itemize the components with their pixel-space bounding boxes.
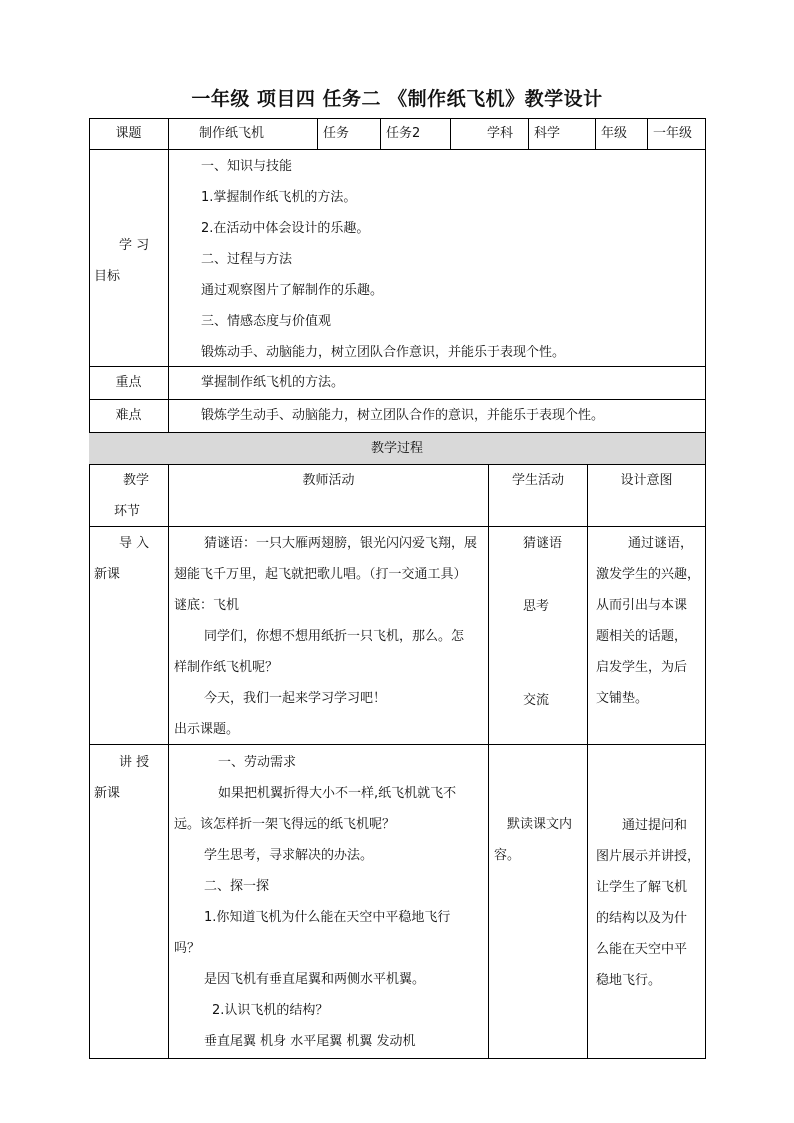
intro-teacher-line: 谜底：飞机 bbox=[174, 598, 240, 613]
intro-teacher-line: 出示课题。 bbox=[174, 722, 240, 737]
lecture-intent-line: 的结构以及为什 bbox=[596, 911, 688, 926]
intro-student-activity bbox=[489, 527, 588, 745]
lecture-intent-line: 图片展示并讲授， bbox=[596, 849, 701, 864]
lecture-stage-line2: 新课 bbox=[94, 786, 121, 801]
intro-teacher-line: 今天，我们一起来学习学习吧！ bbox=[204, 691, 387, 706]
task-value: 任务2 bbox=[381, 118, 451, 150]
goal-line: 通过观察图片了解制作的乐趣。 bbox=[201, 283, 384, 298]
lecture-intent-line: 通过提问和 bbox=[622, 818, 688, 833]
intro-intent-line: 启发学生，为后 bbox=[596, 660, 688, 675]
intro-teacher-activity bbox=[169, 527, 489, 745]
lecture-student-activity bbox=[489, 745, 588, 1059]
document-title: 一年级 项目四 任务二 《制作纸飞机》教学设计 bbox=[191, 88, 603, 110]
grade-value: 一年级 bbox=[648, 118, 706, 150]
intro-student-3: 交流 bbox=[523, 693, 550, 708]
intro-teacher-line: 同学们，你想不想用纸折一只飞机，那么。怎 bbox=[204, 629, 465, 644]
lecture-teacher-line: 吗？ bbox=[174, 941, 201, 956]
teacher-activity-header: 教师活动 bbox=[169, 465, 489, 527]
subject-label: 学科 bbox=[451, 118, 529, 150]
intro-intent-line: 文铺垫。 bbox=[596, 691, 649, 706]
topic-label: 课题 bbox=[89, 118, 169, 150]
difficulty-text: 锻炼学生动手、动脑能力，树立团队合作的意识，并能乐于表现个性。 bbox=[169, 400, 706, 433]
difficulty-label: 难点 bbox=[89, 400, 169, 433]
intro-teacher-line: 猜谜语：一只大雁两翅膀，银光闪闪爱飞翔，展 bbox=[204, 536, 478, 551]
lecture-intent-line: 让学生了解飞机 bbox=[596, 880, 688, 895]
goal-line: 一、知识与技能 bbox=[201, 159, 293, 174]
student-activity-header: 学生活动 bbox=[489, 465, 588, 527]
stage-header-line1: 教学 bbox=[123, 473, 150, 488]
lecture-student-line2: 容。 bbox=[494, 848, 521, 863]
lecture-teacher-line: 二、探一探 bbox=[204, 879, 270, 894]
goal-line: 三、情感态度与价值观 bbox=[201, 314, 332, 329]
topic-value: 制作纸飞机 bbox=[169, 118, 318, 150]
subject-value: 科学 bbox=[529, 118, 596, 150]
lecture-teacher-line: 垂直尾翼 机身 水平尾翼 机翼 发动机 bbox=[204, 1034, 416, 1049]
lecture-intent-line: 稳地飞行。 bbox=[596, 973, 662, 988]
goal-line: 1.掌握制作纸飞机的方法。 bbox=[201, 190, 357, 205]
lecture-student-line1: 默读课文内 bbox=[507, 817, 573, 832]
stage-header-line2: 环节 bbox=[114, 504, 141, 519]
process-header: 教学过程 bbox=[89, 433, 706, 465]
task-label: 任务 bbox=[318, 118, 381, 150]
goals-label-cell bbox=[89, 150, 169, 367]
lecture-teacher-line: 一、劳动需求 bbox=[218, 755, 297, 770]
lecture-teacher-activity bbox=[169, 745, 489, 1059]
lecture-stage-line1: 讲 授 bbox=[119, 755, 150, 770]
lecture-intent-line: 么能在天空中平 bbox=[596, 942, 688, 957]
lecture-teacher-line: 是因飞机有垂直尾翼和两侧水平机翼。 bbox=[204, 972, 426, 987]
intro-intent-line: 从而引出与本课 bbox=[596, 598, 688, 613]
stage-header bbox=[89, 465, 169, 527]
key-point-text: 掌握制作纸飞机的方法。 bbox=[169, 367, 706, 400]
lecture-teacher-line: 2.认识飞机的结构？ bbox=[212, 1003, 329, 1018]
lecture-teacher-line: 1.你知道飞机为什么能在天空中平稳地飞行 bbox=[204, 910, 451, 925]
lecture-teacher-line: 远。该怎样折一架飞得远的纸飞机呢？ bbox=[174, 817, 396, 832]
intro-student-1: 猜谜语 bbox=[523, 536, 563, 551]
lecture-teacher-line: 如果把机翼折得大小不一样,纸飞机就飞不 bbox=[218, 786, 457, 801]
intro-intent-line: 通过谜语， bbox=[628, 536, 694, 551]
intro-teacher-line: 样制作纸飞机呢？ bbox=[174, 660, 279, 675]
lecture-design-intent bbox=[588, 745, 706, 1059]
goal-line: 2.在活动中体会设计的乐趣。 bbox=[201, 221, 370, 236]
key-point-label: 重点 bbox=[89, 367, 169, 400]
goal-line: 锻炼动手、动脑能力，树立团队合作意识，并能乐于表现个性。 bbox=[201, 345, 566, 360]
intro-stage-line1: 导 入 bbox=[119, 536, 150, 551]
grade-label: 年级 bbox=[596, 118, 648, 150]
intro-intent-line: 题相关的话题， bbox=[596, 629, 688, 644]
goal-line: 二、过程与方法 bbox=[201, 252, 293, 267]
intro-design-intent bbox=[588, 527, 706, 745]
intro-stage-line2: 新课 bbox=[94, 567, 121, 582]
lecture-teacher-line: 学生思考，寻求解决的办法。 bbox=[204, 848, 374, 863]
goals-label-line2: 目标 bbox=[94, 269, 121, 284]
goals-label-line1: 学 习 bbox=[119, 238, 150, 253]
intro-student-2: 思考 bbox=[523, 599, 550, 614]
design-intent-header: 设计意图 bbox=[588, 465, 706, 527]
intro-stage bbox=[89, 527, 169, 745]
goals-content bbox=[169, 150, 706, 367]
intro-teacher-line: 翅能飞千万里，起飞就把歌儿唱。（打一交通工具） bbox=[174, 567, 467, 582]
intro-intent-line: 激发学生的兴趣， bbox=[596, 567, 701, 582]
lecture-stage bbox=[89, 745, 169, 1059]
